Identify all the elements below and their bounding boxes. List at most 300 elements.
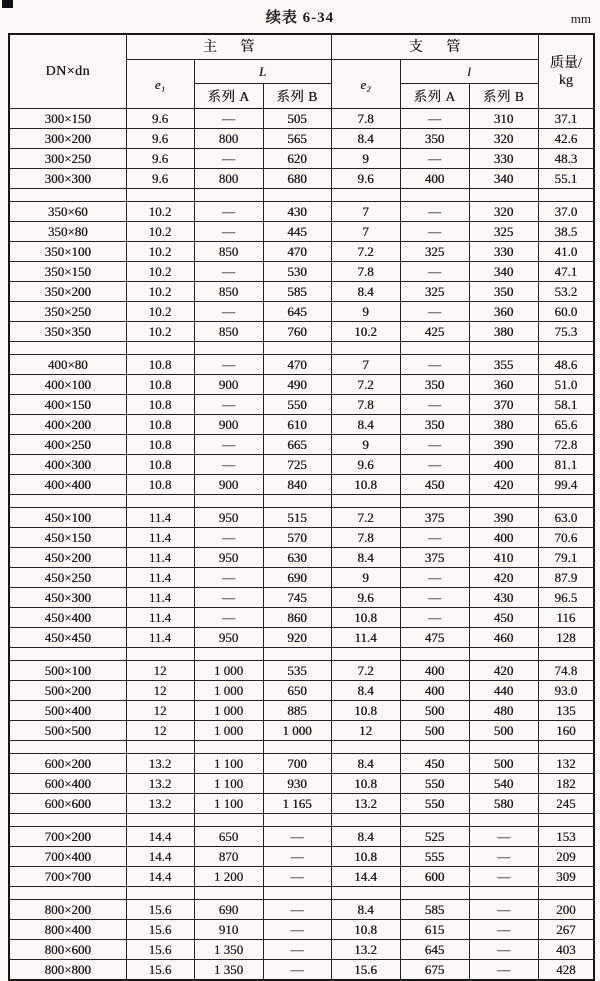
value-cell: 390 [469, 508, 538, 528]
gap-cell [194, 495, 263, 508]
dn-cell: 300×200 [9, 129, 126, 149]
dn-cell: 800×600 [9, 940, 126, 960]
value-cell: 800 [194, 169, 263, 189]
value-cell: 800 [194, 129, 263, 149]
value-cell: — [400, 302, 469, 322]
table-row [9, 202, 594, 222]
table-row [9, 355, 594, 375]
gap-cell [126, 887, 194, 900]
value-cell: 7.2 [331, 508, 400, 528]
gap-cell [263, 814, 331, 827]
dn-cell: 350×60 [9, 202, 126, 222]
dn-cell: 450×250 [9, 568, 126, 588]
dn-cell: 350×250 [9, 302, 126, 322]
group-gap-row [9, 887, 594, 900]
value-cell: 11.4 [126, 588, 194, 608]
table-row [9, 867, 594, 887]
dn-cell: 600×200 [9, 754, 126, 774]
value-cell: 850 [194, 242, 263, 262]
table-row [9, 415, 594, 435]
table-row [9, 721, 594, 741]
value-cell: — [469, 960, 538, 981]
table-row [9, 375, 594, 395]
dn-cell: 450×100 [9, 508, 126, 528]
gap-cell [331, 814, 400, 827]
value-cell: 460 [469, 628, 538, 648]
value-cell: 7.8 [331, 262, 400, 282]
value-cell: 675 [400, 960, 469, 981]
value-cell: — [263, 920, 331, 940]
value-cell: 9.6 [126, 149, 194, 169]
value-cell: — [194, 149, 263, 169]
value-cell: 1 350 [194, 940, 263, 960]
header-mass-line1: 质量/ [549, 55, 582, 71]
value-cell: 525 [400, 827, 469, 847]
value-cell: 153 [538, 827, 594, 847]
value-cell: 10.8 [331, 774, 400, 794]
value-cell: 7 [331, 355, 400, 375]
page-title: 续表 6-34 [265, 10, 335, 26]
gap-cell [9, 648, 126, 661]
dn-cell: 400×80 [9, 355, 126, 375]
value-cell: — [469, 900, 538, 920]
value-cell: 428 [538, 960, 594, 981]
dn-cell: 500×200 [9, 681, 126, 701]
header-main-pipe: 主 管 [126, 34, 331, 60]
group-gap-row [9, 495, 594, 508]
gap-cell [9, 495, 126, 508]
gap-cell [126, 814, 194, 827]
value-cell: 645 [263, 302, 331, 322]
table-row [9, 169, 594, 189]
table-row [9, 395, 594, 415]
value-cell: 7.8 [331, 528, 400, 548]
value-cell: — [194, 222, 263, 242]
value-cell: 10.8 [126, 455, 194, 475]
gap-cell [538, 741, 594, 754]
value-cell: 10.8 [331, 608, 400, 628]
value-cell: — [194, 608, 263, 628]
dn-cell: 450×300 [9, 588, 126, 608]
value-cell: 10.8 [126, 395, 194, 415]
value-cell: 350 [400, 129, 469, 149]
value-cell: — [400, 588, 469, 608]
gap-cell [469, 741, 538, 754]
value-cell: 15.6 [126, 960, 194, 981]
dn-cell: 500×400 [9, 701, 126, 721]
dimension-table [8, 33, 595, 981]
table-row [9, 681, 594, 701]
value-cell: 10.8 [126, 375, 194, 395]
gap-cell [469, 189, 538, 202]
value-cell: 420 [469, 475, 538, 495]
dn-cell: 800×800 [9, 960, 126, 981]
value-cell: — [400, 149, 469, 169]
value-cell: 8.4 [331, 827, 400, 847]
value-cell: 505 [263, 109, 331, 129]
value-cell: 420 [469, 661, 538, 681]
gap-cell [469, 342, 538, 355]
gap-cell [126, 741, 194, 754]
value-cell: 12 [126, 701, 194, 721]
value-cell: 8.4 [331, 415, 400, 435]
value-cell: — [400, 528, 469, 548]
value-cell: 950 [194, 508, 263, 528]
value-cell: 400 [400, 681, 469, 701]
gap-cell [331, 648, 400, 661]
dn-cell: 500×500 [9, 721, 126, 741]
value-cell: 400 [469, 455, 538, 475]
value-cell: 37.1 [538, 109, 594, 129]
gap-cell [400, 342, 469, 355]
value-cell: 8.4 [331, 754, 400, 774]
table-row [9, 475, 594, 495]
value-cell: 209 [538, 847, 594, 867]
value-cell: 745 [263, 588, 331, 608]
value-cell: — [194, 302, 263, 322]
value-cell: 87.9 [538, 568, 594, 588]
value-cell: 42.6 [538, 129, 594, 149]
dn-cell: 350×350 [9, 322, 126, 342]
value-cell: — [263, 847, 331, 867]
value-cell: 950 [194, 548, 263, 568]
gap-cell [331, 741, 400, 754]
gap-cell [126, 342, 194, 355]
value-cell: 10.2 [126, 282, 194, 302]
table-row [9, 568, 594, 588]
value-cell: 475 [400, 628, 469, 648]
value-cell: — [194, 588, 263, 608]
value-cell: 700 [263, 754, 331, 774]
gap-cell [538, 495, 594, 508]
value-cell: 1 350 [194, 960, 263, 981]
value-cell: 375 [400, 508, 469, 528]
gap-cell [469, 814, 538, 827]
gap-cell [194, 887, 263, 900]
value-cell: 51.0 [538, 375, 594, 395]
value-cell: — [263, 960, 331, 981]
value-cell: 74.8 [538, 661, 594, 681]
value-cell: 920 [263, 628, 331, 648]
value-cell: — [400, 608, 469, 628]
table-row [9, 455, 594, 475]
value-cell: — [400, 202, 469, 222]
value-cell: 81.1 [538, 455, 594, 475]
value-cell: 9 [331, 568, 400, 588]
value-cell: 13.2 [126, 754, 194, 774]
value-cell: — [400, 262, 469, 282]
gap-cell [400, 814, 469, 827]
value-cell: 7 [331, 202, 400, 222]
value-cell: — [469, 940, 538, 960]
value-cell: 14.4 [126, 847, 194, 867]
dn-cell: 400×100 [9, 375, 126, 395]
header-e1: e₁ [126, 60, 194, 109]
table-row [9, 661, 594, 681]
value-cell: 450 [469, 608, 538, 628]
value-cell: 9.6 [126, 129, 194, 149]
table-row [9, 960, 594, 981]
value-cell: — [194, 109, 263, 129]
value-cell: — [263, 940, 331, 960]
value-cell: 10.2 [126, 222, 194, 242]
header-branch-series-b: 系列 B [469, 84, 538, 109]
value-cell: 380 [469, 322, 538, 342]
value-cell: 9 [331, 435, 400, 455]
value-cell: 10.2 [331, 322, 400, 342]
table-row [9, 920, 594, 940]
value-cell: 41.0 [538, 242, 594, 262]
value-cell: 182 [538, 774, 594, 794]
value-cell: 13.2 [126, 794, 194, 814]
value-cell: 15.6 [331, 960, 400, 981]
value-cell: 900 [194, 415, 263, 435]
header-mass [538, 34, 594, 109]
value-cell: 500 [400, 701, 469, 721]
value-cell: 9.6 [331, 455, 400, 475]
value-cell: — [469, 827, 538, 847]
gap-cell [9, 189, 126, 202]
value-cell: 530 [263, 262, 331, 282]
table-row [9, 242, 594, 262]
value-cell: 370 [469, 395, 538, 415]
value-cell: 93.0 [538, 681, 594, 701]
value-cell: 10.2 [126, 242, 194, 262]
value-cell: 132 [538, 754, 594, 774]
group-gap-row [9, 648, 594, 661]
value-cell: 350 [400, 415, 469, 435]
value-cell: 760 [263, 322, 331, 342]
value-cell: 1 000 [194, 681, 263, 701]
header-l: l [400, 60, 538, 84]
value-cell: 650 [194, 827, 263, 847]
table-row [9, 827, 594, 847]
value-cell: 930 [263, 774, 331, 794]
value-cell: 75.3 [538, 322, 594, 342]
gap-cell [194, 814, 263, 827]
value-cell: — [400, 455, 469, 475]
value-cell: 500 [400, 721, 469, 741]
value-cell: — [263, 900, 331, 920]
value-cell: 10.8 [331, 920, 400, 940]
table-row [9, 588, 594, 608]
value-cell: 1 000 [194, 721, 263, 741]
value-cell: 10.8 [331, 475, 400, 495]
value-cell: 9.6 [126, 169, 194, 189]
gap-cell [263, 887, 331, 900]
value-cell: 1 100 [194, 774, 263, 794]
value-cell: 7.2 [331, 661, 400, 681]
value-cell: 160 [538, 721, 594, 741]
value-cell: 1 000 [194, 661, 263, 681]
dn-cell: 300×300 [9, 169, 126, 189]
dn-cell: 700×400 [9, 847, 126, 867]
value-cell: 8.4 [331, 282, 400, 302]
value-cell: 12 [126, 681, 194, 701]
value-cell: 14.4 [126, 827, 194, 847]
value-cell: 9 [331, 302, 400, 322]
value-cell: 400 [400, 169, 469, 189]
value-cell: 12 [331, 721, 400, 741]
value-cell: 1 165 [263, 794, 331, 814]
value-cell: 72.8 [538, 435, 594, 455]
value-cell: 70.6 [538, 528, 594, 548]
gap-cell [263, 648, 331, 661]
table-row [9, 940, 594, 960]
value-cell: 13.2 [331, 794, 400, 814]
gap-cell [194, 648, 263, 661]
header-e2: e₂ [331, 60, 400, 109]
value-cell: 325 [469, 222, 538, 242]
header-branch-pipe: 支 管 [331, 34, 538, 60]
table-header [9, 34, 594, 109]
gap-cell [331, 887, 400, 900]
value-cell: 135 [538, 701, 594, 721]
value-cell: 116 [538, 608, 594, 628]
value-cell: 680 [263, 169, 331, 189]
table-row [9, 435, 594, 455]
value-cell: 14.4 [126, 867, 194, 887]
table-row [9, 282, 594, 302]
table-row [9, 508, 594, 528]
value-cell: 310 [469, 109, 538, 129]
table-row [9, 262, 594, 282]
gap-cell [9, 342, 126, 355]
dn-cell: 700×200 [9, 827, 126, 847]
gap-cell [400, 887, 469, 900]
value-cell: 600 [400, 867, 469, 887]
value-cell: 630 [263, 548, 331, 568]
value-cell: 7.2 [331, 242, 400, 262]
header-L: L [194, 60, 331, 84]
value-cell: 860 [263, 608, 331, 628]
value-cell: 690 [263, 568, 331, 588]
value-cell: 58.1 [538, 395, 594, 415]
value-cell: 11.4 [126, 628, 194, 648]
value-cell: 350 [469, 282, 538, 302]
value-cell: 540 [469, 774, 538, 794]
gap-cell [538, 887, 594, 900]
header-main-series-b: 系列 B [263, 84, 331, 109]
value-cell: 65.6 [538, 415, 594, 435]
gap-cell [194, 741, 263, 754]
value-cell: 10.8 [331, 847, 400, 867]
dn-cell: 400×250 [9, 435, 126, 455]
table-row [9, 608, 594, 628]
value-cell: 200 [538, 900, 594, 920]
value-cell: 15.6 [126, 900, 194, 920]
dn-cell: 300×250 [9, 149, 126, 169]
value-cell: — [400, 109, 469, 129]
value-cell: 910 [194, 920, 263, 940]
value-cell: 11.4 [126, 608, 194, 628]
value-cell: 550 [263, 395, 331, 415]
value-cell: 360 [469, 375, 538, 395]
value-cell: 665 [263, 435, 331, 455]
value-cell: 10.8 [126, 435, 194, 455]
value-cell: 9 [331, 149, 400, 169]
value-cell: 47.1 [538, 262, 594, 282]
gap-cell [9, 741, 126, 754]
value-cell: 8.4 [331, 129, 400, 149]
value-cell: 53.2 [538, 282, 594, 302]
value-cell: 430 [263, 202, 331, 222]
gap-cell [400, 189, 469, 202]
value-cell: 9.6 [126, 109, 194, 129]
header-branch-series-a: 系列 A [400, 84, 469, 109]
value-cell: 325 [400, 282, 469, 302]
value-cell: 14.4 [331, 867, 400, 887]
gap-cell [9, 814, 126, 827]
value-cell: — [469, 847, 538, 867]
value-cell: 267 [538, 920, 594, 940]
value-cell: — [194, 435, 263, 455]
value-cell: 375 [400, 548, 469, 568]
table-row [9, 847, 594, 867]
value-cell: — [263, 827, 331, 847]
value-cell: 610 [263, 415, 331, 435]
gap-cell [194, 189, 263, 202]
value-cell: 10.2 [126, 262, 194, 282]
value-cell: 340 [469, 262, 538, 282]
value-cell: 10.2 [126, 322, 194, 342]
value-cell: 450 [400, 475, 469, 495]
value-cell: 650 [263, 681, 331, 701]
table-row [9, 548, 594, 568]
value-cell: 840 [263, 475, 331, 495]
value-cell: 37.0 [538, 202, 594, 222]
table-row [9, 222, 594, 242]
value-cell: 430 [469, 588, 538, 608]
value-cell: 550 [400, 774, 469, 794]
table-row [9, 149, 594, 169]
gap-cell [538, 648, 594, 661]
value-cell: 48.3 [538, 149, 594, 169]
gap-cell [538, 814, 594, 827]
gap-cell [263, 342, 331, 355]
value-cell: 10.2 [126, 202, 194, 222]
dn-cell: 600×600 [9, 794, 126, 814]
value-cell: 470 [263, 355, 331, 375]
value-cell: 11.4 [126, 548, 194, 568]
value-cell: 450 [400, 754, 469, 774]
value-cell: 480 [469, 701, 538, 721]
value-cell: 9.6 [331, 588, 400, 608]
header-dn: DN×dn [9, 34, 126, 109]
table-row [9, 774, 594, 794]
value-cell: — [400, 568, 469, 588]
value-cell: 690 [194, 900, 263, 920]
value-cell: 550 [400, 794, 469, 814]
gap-cell [263, 189, 331, 202]
value-cell: 99.4 [538, 475, 594, 495]
value-cell: 470 [263, 242, 331, 262]
value-cell: — [469, 867, 538, 887]
value-cell: 63.0 [538, 508, 594, 528]
table-row [9, 701, 594, 721]
value-cell: 645 [400, 940, 469, 960]
value-cell: 7.8 [331, 395, 400, 415]
value-cell: 8.4 [331, 548, 400, 568]
value-cell: 55.1 [538, 169, 594, 189]
dn-cell: 600×400 [9, 774, 126, 794]
value-cell: 11.4 [331, 628, 400, 648]
dn-cell: 300×150 [9, 109, 126, 129]
gap-cell [400, 495, 469, 508]
gap-cell [331, 189, 400, 202]
value-cell: 1 000 [194, 701, 263, 721]
table-row [9, 322, 594, 342]
